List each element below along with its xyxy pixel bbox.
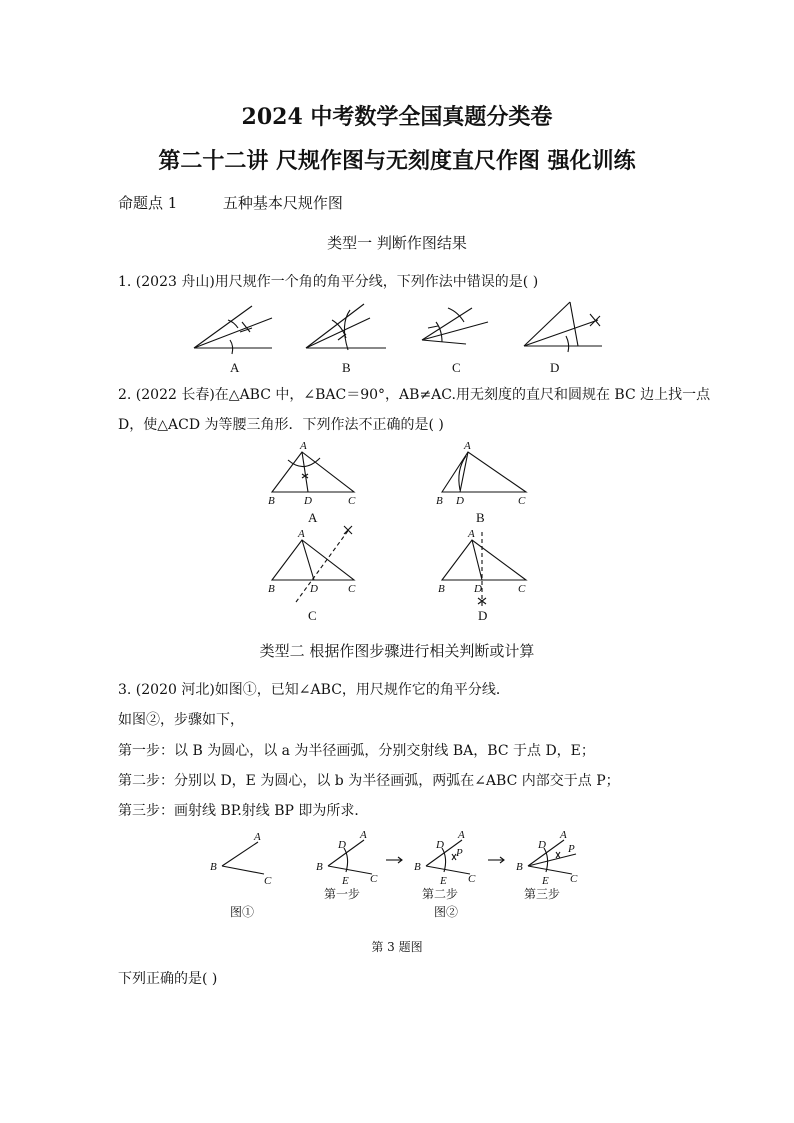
topic-name: 五种基本尺规作图 [222, 194, 343, 212]
q2c-label-C: C [348, 583, 356, 595]
q2-text-line1: 2. (2022 长春)在△ABC 中，∠BAC＝90°，AB≠AC.用无刻度的直尺和圆规在 BC 边上找一点 [118, 387, 711, 403]
q3f1-A: A [254, 831, 261, 843]
q3s3-C: C [570, 873, 578, 885]
q3s3-D: D [538, 839, 546, 851]
q3-step3-label: 第三步 [524, 887, 561, 901]
q2c-label-B: B [268, 583, 275, 595]
q2c-label-D: D [310, 583, 318, 595]
q3s3-E: E [542, 875, 549, 887]
q1-label-a: A [230, 360, 240, 375]
q1-fig-b [306, 304, 386, 350]
q2b-label-D: D [456, 495, 464, 507]
q2-option-c: C [308, 608, 317, 623]
q2-figures [260, 438, 540, 628]
q2d-label-B: B [438, 583, 445, 595]
q1-label-b: B [342, 360, 351, 375]
q3-fig2-label: 图② [434, 905, 459, 919]
q3-fig1 [210, 831, 272, 919]
q3f1-B: B [210, 861, 217, 873]
topic-label: 命题点 1 [118, 194, 178, 212]
q2a-label-C: C [348, 495, 356, 507]
q2a-label-B: B [268, 495, 275, 507]
paper-subtitle: 第二十二讲 尺规作图与无刻度直尺作图 强化训练 [158, 148, 636, 174]
q2-fig-c [268, 526, 356, 623]
q3s3-B: B [516, 861, 523, 873]
q3-figure-caption: 第 3 题图 [371, 940, 423, 954]
q3s2-P: P [456, 847, 463, 859]
q2-fig-a [268, 440, 356, 525]
q3s1-C: C [370, 873, 378, 885]
q3-line2: 如图②，步骤如下， [118, 712, 244, 728]
q2c-label-A: A [298, 528, 305, 540]
q3-step2: 第二步：分别以 D，E 为圆心，以 b 为半径画弧，两弧在∠ABC 内部交于点 P； [118, 773, 620, 789]
q3-step3: 第三步：画射线 BP.射线 BP 即为所求． [118, 803, 369, 819]
q3s2-C: C [468, 873, 476, 885]
q3s1-E: E [342, 875, 349, 887]
q2-option-d: D [478, 608, 488, 623]
q3f1-C: C [264, 875, 272, 887]
q1-fig-a [194, 306, 272, 354]
paper-title: 2024 中考数学全国真题分类卷 [241, 104, 553, 130]
q3-figures [200, 826, 600, 926]
q2-option-a: A [308, 510, 318, 525]
q3-step2-fig [414, 829, 476, 919]
q3-step1-label: 第一步 [324, 887, 361, 901]
q3-arrow-1 [386, 857, 402, 863]
q3s3-A: A [560, 829, 567, 841]
q3-step1-fig [316, 829, 378, 901]
topic-heading [118, 192, 343, 213]
type1-heading: 类型一 判断作图结果 [327, 234, 467, 252]
q1-fig-d [524, 302, 602, 352]
q3s2-E: E [440, 875, 447, 887]
q2d-label-A: A [468, 528, 475, 540]
q3-fig1-label: 图① [230, 905, 255, 919]
q1-text: 1. (2023 舟山)用尺规作一个角的角平分线，下列作法中错误的是( ) [118, 274, 539, 290]
q3-question: 下列正确的是( ) [118, 971, 218, 987]
q1-figures [180, 292, 620, 378]
q2-fig-b [436, 440, 526, 525]
q3s1-D: D [338, 839, 346, 851]
q2b-label-B: B [436, 495, 443, 507]
q2a-label-A: A [300, 440, 307, 452]
type2-heading: 类型二 根据作图步骤进行相关判断或计算 [259, 642, 535, 660]
q3s2-D: D [436, 839, 444, 851]
q3-step2-label: 第二步 [422, 887, 459, 901]
q2d-label-C: C [518, 583, 526, 595]
q1-fig-c [422, 308, 488, 344]
q3s1-B: B [316, 861, 323, 873]
q3-arrow-2 [488, 857, 504, 863]
q2-fig-d [438, 528, 526, 623]
q2-option-b: B [476, 510, 485, 525]
q3s3-P: P [568, 843, 575, 855]
q3s1-A: A [360, 829, 367, 841]
q3-step3-fig [516, 829, 578, 901]
q2b-label-A: A [464, 440, 471, 452]
q1-label-d: D [550, 360, 560, 375]
q3-step1: 第一步：以 B 为圆心，以 a 为半径画弧，分别交射线 BA，BC 于点 D，E； [118, 743, 595, 759]
q3s2-B: B [414, 861, 421, 873]
q2d-label-D: D [474, 583, 482, 595]
q2a-label-D: D [304, 495, 312, 507]
q3s2-A: A [458, 829, 465, 841]
q2b-label-C: C [518, 495, 526, 507]
q2-text-line2: D，使△ACD 为等腰三角形．下列作法不正确的是( ) [118, 417, 444, 433]
q3-line1: 3. (2020 河北)如图①，已知∠ABC，用尺规作它的角平分线． [118, 682, 510, 698]
q1-label-c: C [452, 360, 461, 375]
